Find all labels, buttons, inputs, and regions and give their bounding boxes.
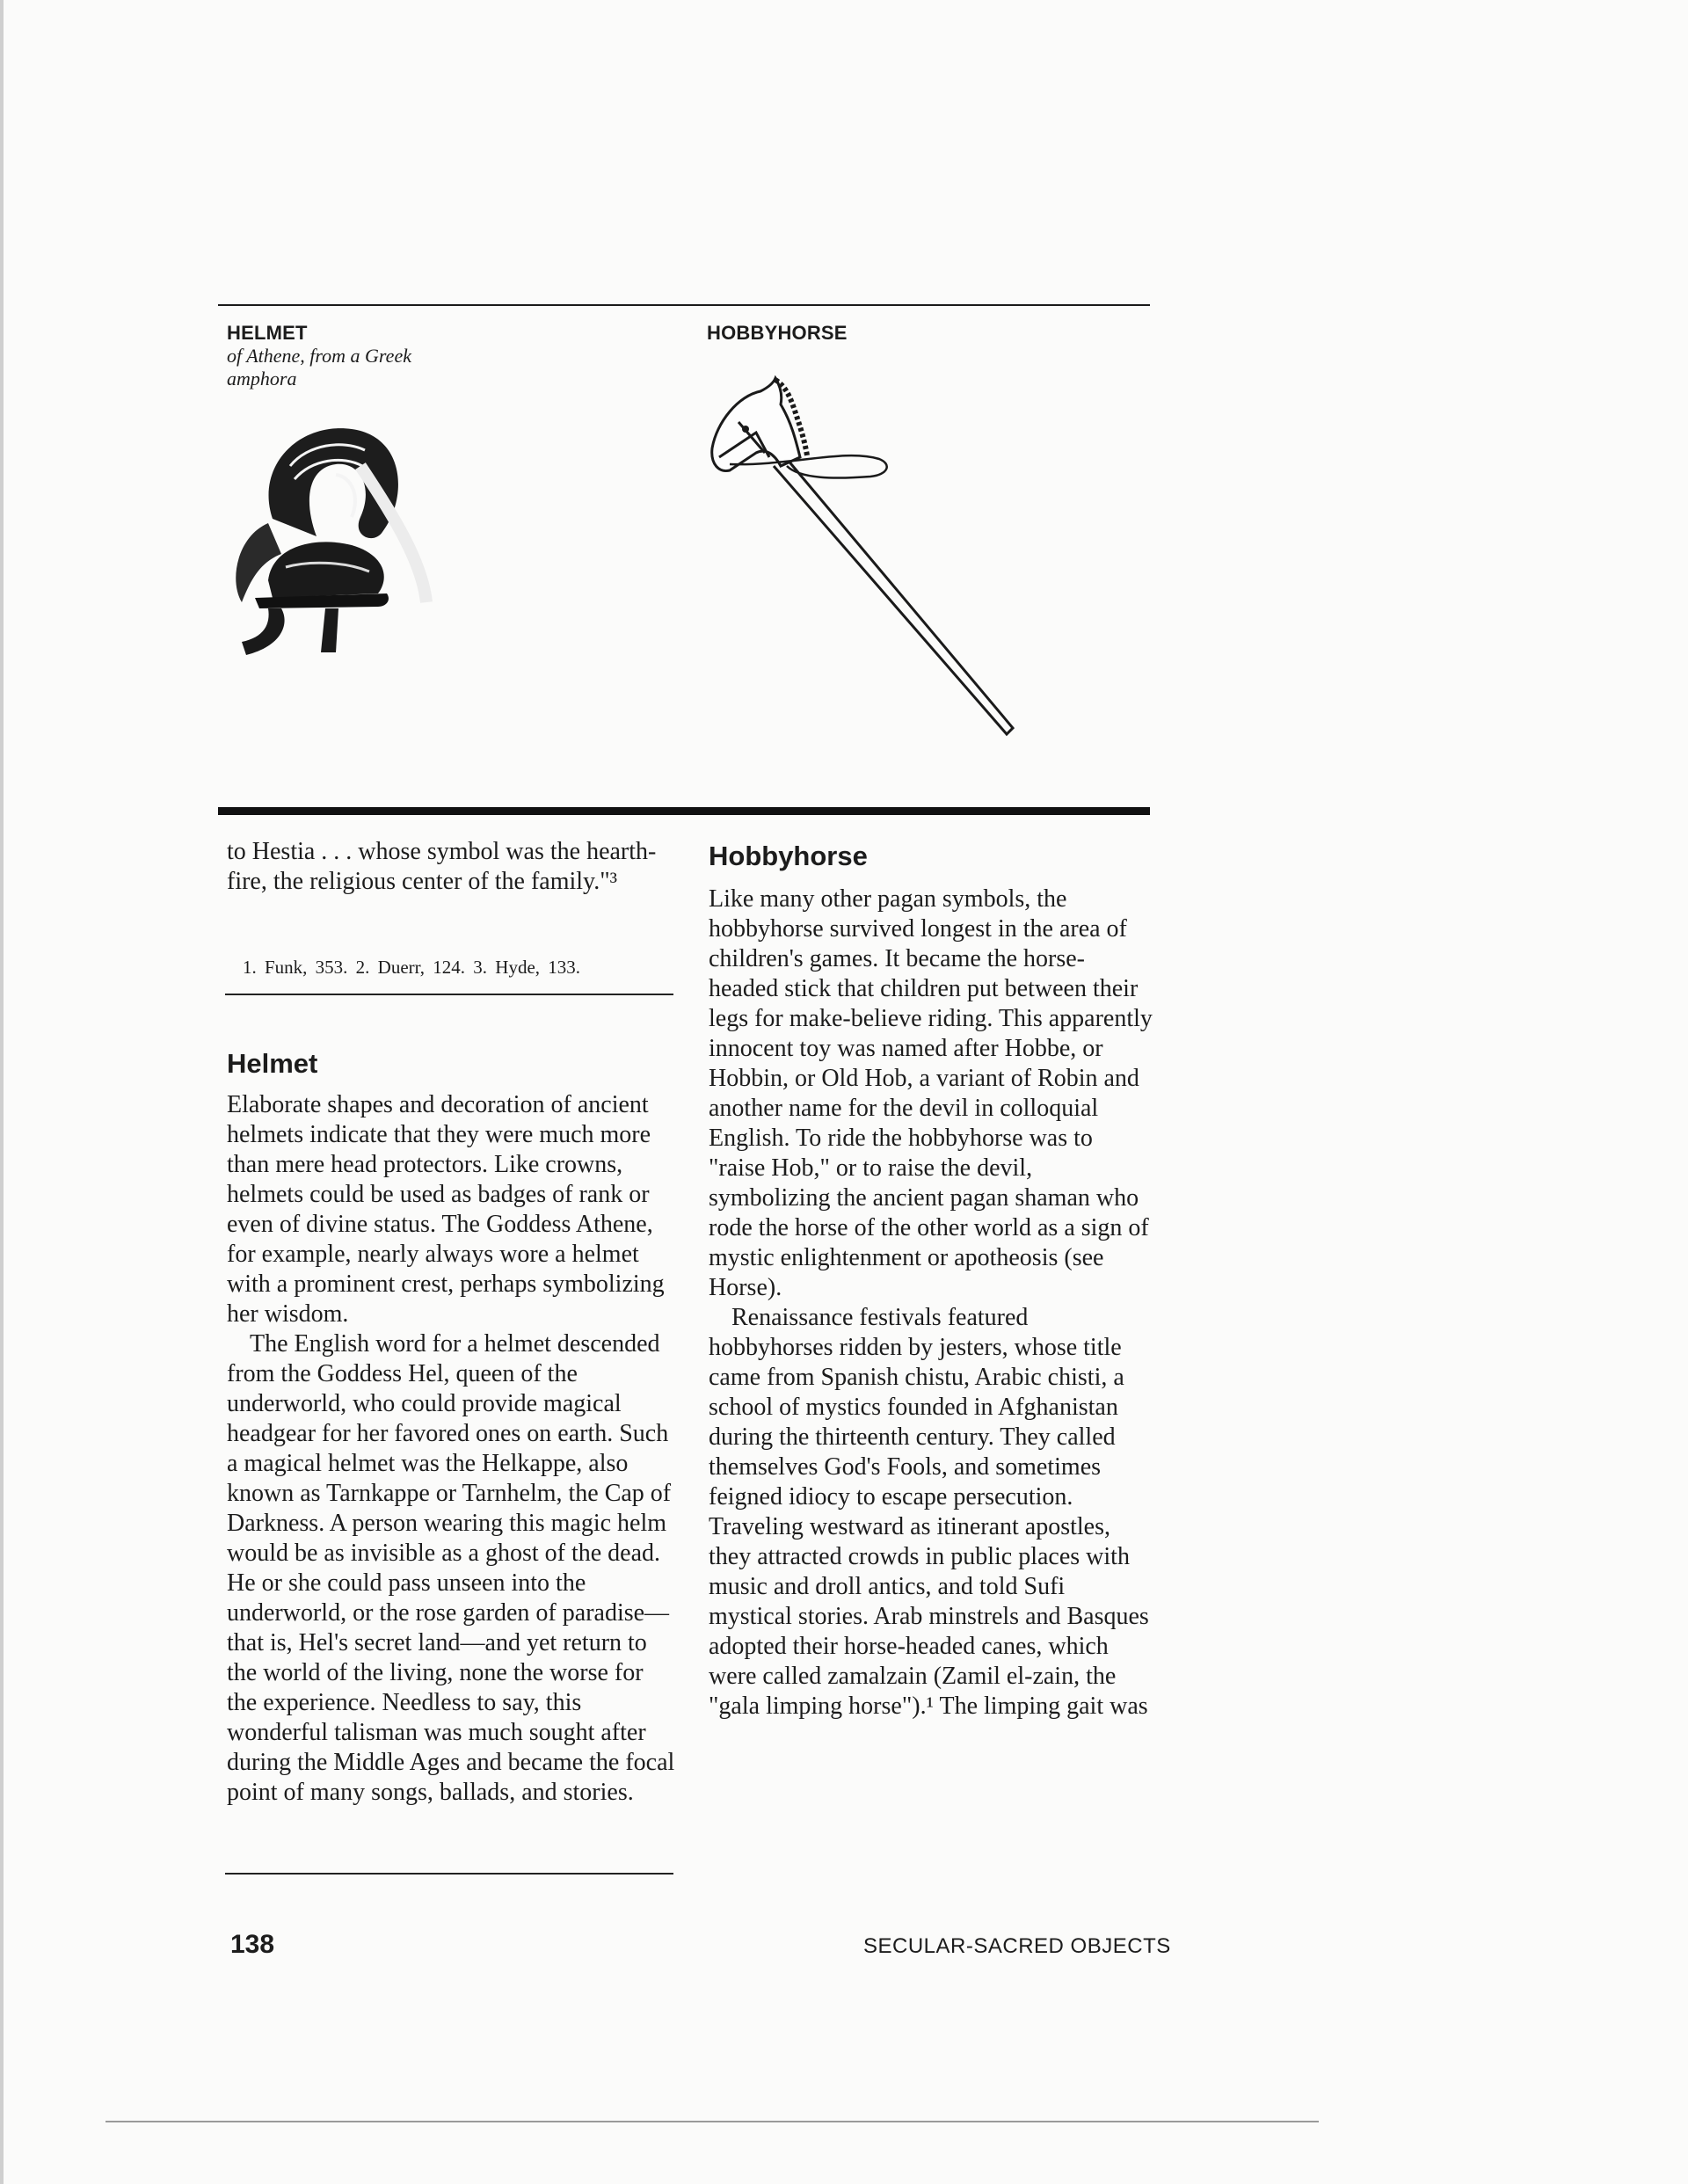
scan-edge-line — [106, 2121, 1319, 2122]
helmet-figure-caption: of Athene, from a Greek amphora — [227, 345, 411, 389]
continued-paragraph: to Hestia . . . whose symbol was the hearth-fire, the religious center of the family."³ — [227, 838, 657, 895]
running-footer-title: SECULAR-SACRED OBJECTS — [863, 1934, 1171, 1958]
column-end-rule — [225, 1873, 673, 1875]
continued-text-block — [227, 837, 666, 897]
greek-crested-helmet-icon — [220, 413, 440, 668]
hobbyhorse-heading: Hobbyhorse — [709, 841, 868, 871]
hobbyhorse-paragraph-1: Like many other pagan symbols, the hobbyhorse survived longest in the area of children's games. It became the horse-headed stick that children put between their legs for make-believe riding. This apparently innocent toy was named after Hobbe, or Hobbin, or Old Hob, a variant of Robin and another name for the devil in colloquial English. To ride the hobbyhorse was to "raise Hob," or to raise the devil, symbolizing the ancient pagan shaman who rode the horse of the other world as a sign of mystic enlightenment or apotheosis (see Horse). — [709, 885, 1153, 1301]
hobbyhorse-figure-label: HOBBYHORSE — [707, 322, 848, 344]
hobbyhorse-article-body — [709, 885, 1153, 1722]
section-divider — [218, 807, 1150, 815]
top-rule — [218, 304, 1150, 306]
footnotes: 1. Funk, 353. 2. Duerr, 124. 3. Hyde, 133. — [243, 957, 581, 978]
hobbyhorse-paragraph-2: Renaissance festivals featured hobbyhorses ridden by jesters, whose title came from Spanish chistu, Arabic chisti, a school of mystics founded in Afghanistan during the thirteenth century. They called themselves God's Fools, and sometimes feigned idiocy to escape persecution. Traveling westward as itinerant apostles, they attracted crowds in public places with music and droll antics, and told Sufi mystical stories. Arab minstrels and Basques adopted their horse-headed canes, which were called zamalzain (Zamil el-zain, the "gala limping horse").¹ The limping gait was — [709, 1304, 1149, 1720]
helmet-paragraph-2: The English word for a helmet descended from the Goddess Hel, queen of the underworld, who could provide magical headgear for her favored ones on earth. Such a magical helmet was the Helkappe, also known as Tarnkappe or Tarnhelm, the Cap of Darkness. A person wearing this magic helm would be as invisible as a ghost of the dead. He or she could pass unseen into the underworld, or the rose garden of paradise—that is, Hel's secret land—and yet return to the world of the living, none the worse for the experience. Needless to say, this wonderful talisman was much sought after during the Middle Ages and became the focal point of many songs, ballads, and stories. — [227, 1330, 675, 1806]
footnote-rule — [225, 994, 673, 995]
page-edge — [0, 0, 4, 2184]
helmet-heading: Helmet — [227, 1048, 318, 1079]
helmet-figure-label: HELMET — [227, 322, 308, 344]
hobbyhorse-stick-icon — [703, 360, 1055, 747]
helmet-article-body — [227, 1090, 677, 1808]
page-number: 138 — [230, 1930, 275, 1959]
helmet-paragraph-1: Elaborate shapes and decoration of ancient helmets indicate that they were much more than mere head protectors. Like crowns, helmets could be used as badges of rank or even of divine status. The Goddess Athene, for example, nearly always wore a helmet with a prominent crest, perhaps symbolizing her wisdom. — [227, 1091, 665, 1328]
